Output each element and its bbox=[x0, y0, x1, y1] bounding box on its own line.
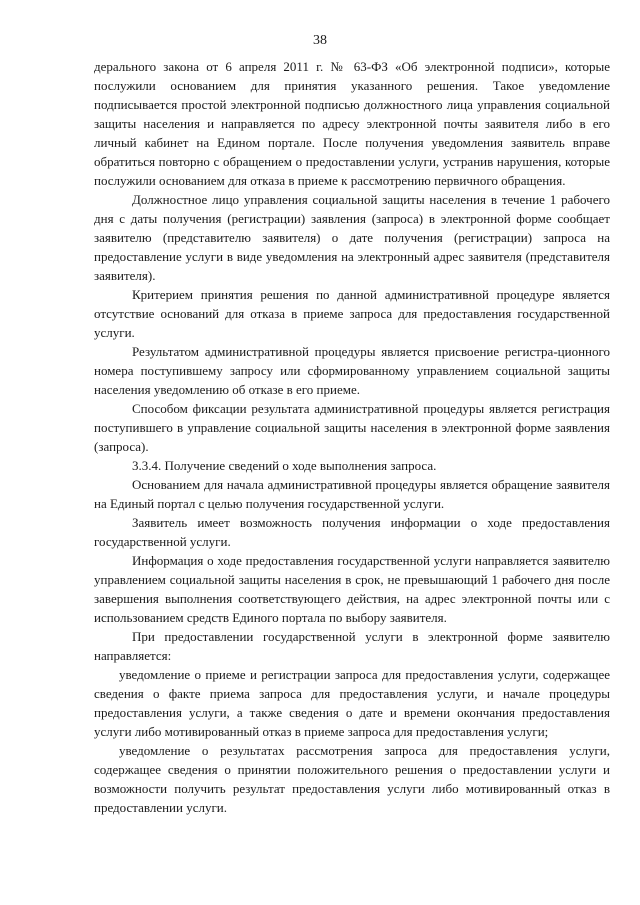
paragraph-decision-criterion: Критерием принятия решения по данной административной процедуре является отсутствие оснований для отказа в приеме запроса для предоставления государственной услуги. bbox=[94, 287, 610, 340]
section-heading-3-3-4: 3.3.4. Получение сведений о ходе выполнения запроса. bbox=[132, 458, 437, 473]
paragraph-procedure-basis: Основанием для начала административной процедуры является обращение заявителя на Единый портал с целью получения государственной услуги. bbox=[94, 477, 610, 511]
list-item-receipt-notice: уведомление о приеме и регистрации запроса для предоставления услуги, содержащее сведения о факте приема запроса для предоставления услуги, и начале процедуры предоставления услуги, а также сведения о дате и времени окончания предоставления услуги либо мотивированный отказ в приеме запроса для предоставления услуги; bbox=[94, 667, 610, 739]
paragraph-official-notification: Должностное лицо управления социальной защиты населения в течение 1 рабочего дня с даты получения (регистрации) заявления (запроса) в электронной форме сообщает заявителю (представителю заявителя) о дате получения (регистрации) запроса на предоставление услуги в виде уведомления на электронный адрес заявителя (представителя заявителя). bbox=[94, 192, 610, 283]
paragraph-electronic-form-intro: При предоставлении государственной услуги в электронной форме заявителю направляется: bbox=[94, 629, 610, 663]
paragraph-result-recording: Способом фиксации результата административной процедуры является регистрация поступившего в управление социальной защиты населения в электронной форме заявления (запроса). bbox=[94, 401, 610, 454]
paragraph-applicant-access: Заявитель имеет возможность получения информации о ходе предоставления государственной услуги. bbox=[94, 515, 610, 549]
document-body bbox=[94, 57, 610, 817]
list-item-review-result-notice: уведомление о результатах рассмотрения запроса для предоставления услуги, содержащее сведения о принятии положительного решения о предоставлении услуги и возможности получить результат предоставления услуги либо мотивированный отказ в предоставлении услуги. bbox=[94, 743, 610, 815]
paragraph-closing-notice: дерального закона от 6 апреля 2011 г. № 63-ФЗ «Об электронной подписи», которые послужили основанием для принятия указанного решения. Такое уведомление подписывается простой электронной подписью должностного лица управления социальной защиты населения и направляется по адресу электронной почты заявителя либо в его личный кабинет на Едином портале. После получения уведомления заявитель вправе обратиться повторно с обращением о предоставлении услуги, устранив нарушения, которые послужили основанием для отказа в приеме к рассмотрению первичного обращения. bbox=[94, 59, 610, 188]
paragraph-progress-information: Информация о ходе предоставления государственной услуги направляется заявителю управлением социальной защиты населения в срок, не превышающий 1 рабочего дня после завершения выполнения соответствующего действия, на адрес электронной почты или с использованием средств Единого портала по выбору заявителя. bbox=[94, 553, 610, 625]
page-number: 38 bbox=[313, 33, 327, 48]
paragraph-procedure-result: Результатом административной процедуры является присвоение регистра-ционного номера поступившему запросу или сформированному управлением социальной защиты населения уведомлению об отказе в его приеме. bbox=[94, 344, 610, 397]
